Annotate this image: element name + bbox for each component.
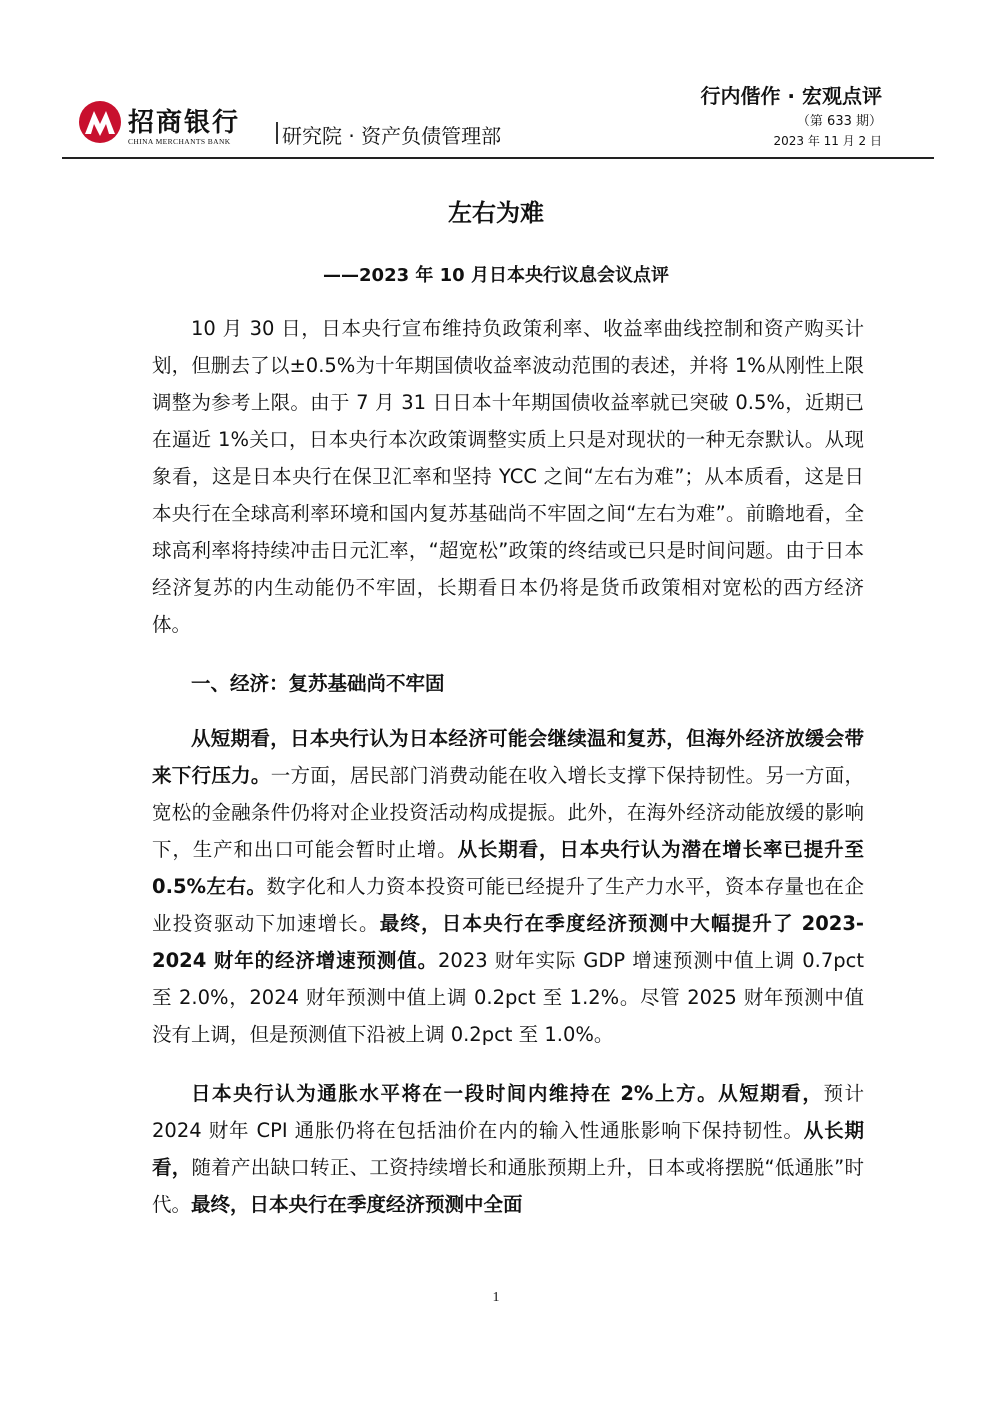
document-title: 左右为难 [448,199,544,227]
body-text: 一方面，居民部门消费动能在收入增长支撑下保持韧性。另一方面，宽松的金融条件仍将对企业投资活动构成提振。此外，在海外经济动能放缓的影响下，生产和出口可能会暂时止增。 [152,764,864,861]
page-number: 1 [492,1290,500,1305]
bold-text: 最终，日本央行在季度经济预测中大幅提升了 2023-2024 财年的经济增速预测值。 [152,912,864,972]
cmb-logo-icon [78,100,122,144]
logo-english-name: CHINA MERCHANTS BANK [128,137,231,146]
department-name: 研究院 · 资产负债管理部 [282,124,502,148]
document-subtitle: ——2023 年 10 月日本央行议息会议点评 [323,265,669,286]
report-category: 行内偕作 · 宏观点评 [700,84,882,108]
document-body [152,310,864,1245]
header-rule [62,157,934,159]
bold-text: 从短期看，日本央行认为日本经济可能会继续温和复苏，但海外经济放缓会带来下行压力。 [152,727,864,787]
body-text: 预计 2024 财年 CPI 通胀仍将在包括油价在内的输入性通胀影响下保持韧性。 [152,1082,864,1142]
bold-text: 最终，日本央行在季度经济预测中全面 [191,1193,523,1216]
body-text: 随着产出缺口转正、工资持续增长和通胀预期上升，日本或将摆脱“低通胀”时代。 [152,1156,864,1216]
bold-text: 从长期看， [152,1119,864,1179]
bold-text: 日本央行认为通胀水平将在一段时间内维持在 2%上方。从短期看， [191,1082,824,1105]
issue-number: （第 633 期） [796,114,882,129]
body-text: 数字化和人力资本投资可能已经提升了生产力水平，资本存量也在企业投资驱动下加速增长。 [152,875,864,935]
page-header [0,0,992,160]
economy-paragraph [152,720,864,1053]
body-text: 2023 财年实际 GDP 增速预测中值上调 0.7pct 至 2.0%，2024 财年预测中值上调 0.2pct 至 1.2%。尽管 2025 财年预测中值没有上调，但是预测值下沿被上调 0.2pct 至 1.0%。 [152,949,865,1046]
bold-text: 从长期看，日本央行认为潜在增长率已提升至 0.5%左右。 [152,838,864,898]
header-divider [276,122,278,144]
logo-chinese-name: 招商银行 [128,108,241,138]
section-heading: 一、经济：复苏基础尚不牢固 [191,672,445,695]
report-date: 2023 年 11 月 2 日 [773,134,882,148]
inflation-paragraph [152,1075,864,1223]
intro-paragraph: 10 月 30 日，日本央行宣布维持负政策利率、收益率曲线控制和资产购买计划，但删去了以±0.5%为十年期国债收益率波动范围的表述，并将 1%从刚性上限调整为参考上限。由于 7 月 31 日日本十年期国债收益率就已突破 0.5%，近期已在逼近 1%关口，日本央行本次政策调整实质上只是对现状的一种无奈默认。从现象看，这是日本央行在保卫汇率和坚持 YCC 之间“左右为难”；从本质看，这是日本央行在全球高利率环境和国内复苏基础尚不牢固之间“左右为难”。前瞻地看，全球高利率将持续冲击日元汇率，“超宽松”政策的终结或已只是时间问题。由于日本经济复苏的内生动能仍不牢固，长期看日本仍将是货币政策相对宽松的西方经济体。 [152,317,864,636]
